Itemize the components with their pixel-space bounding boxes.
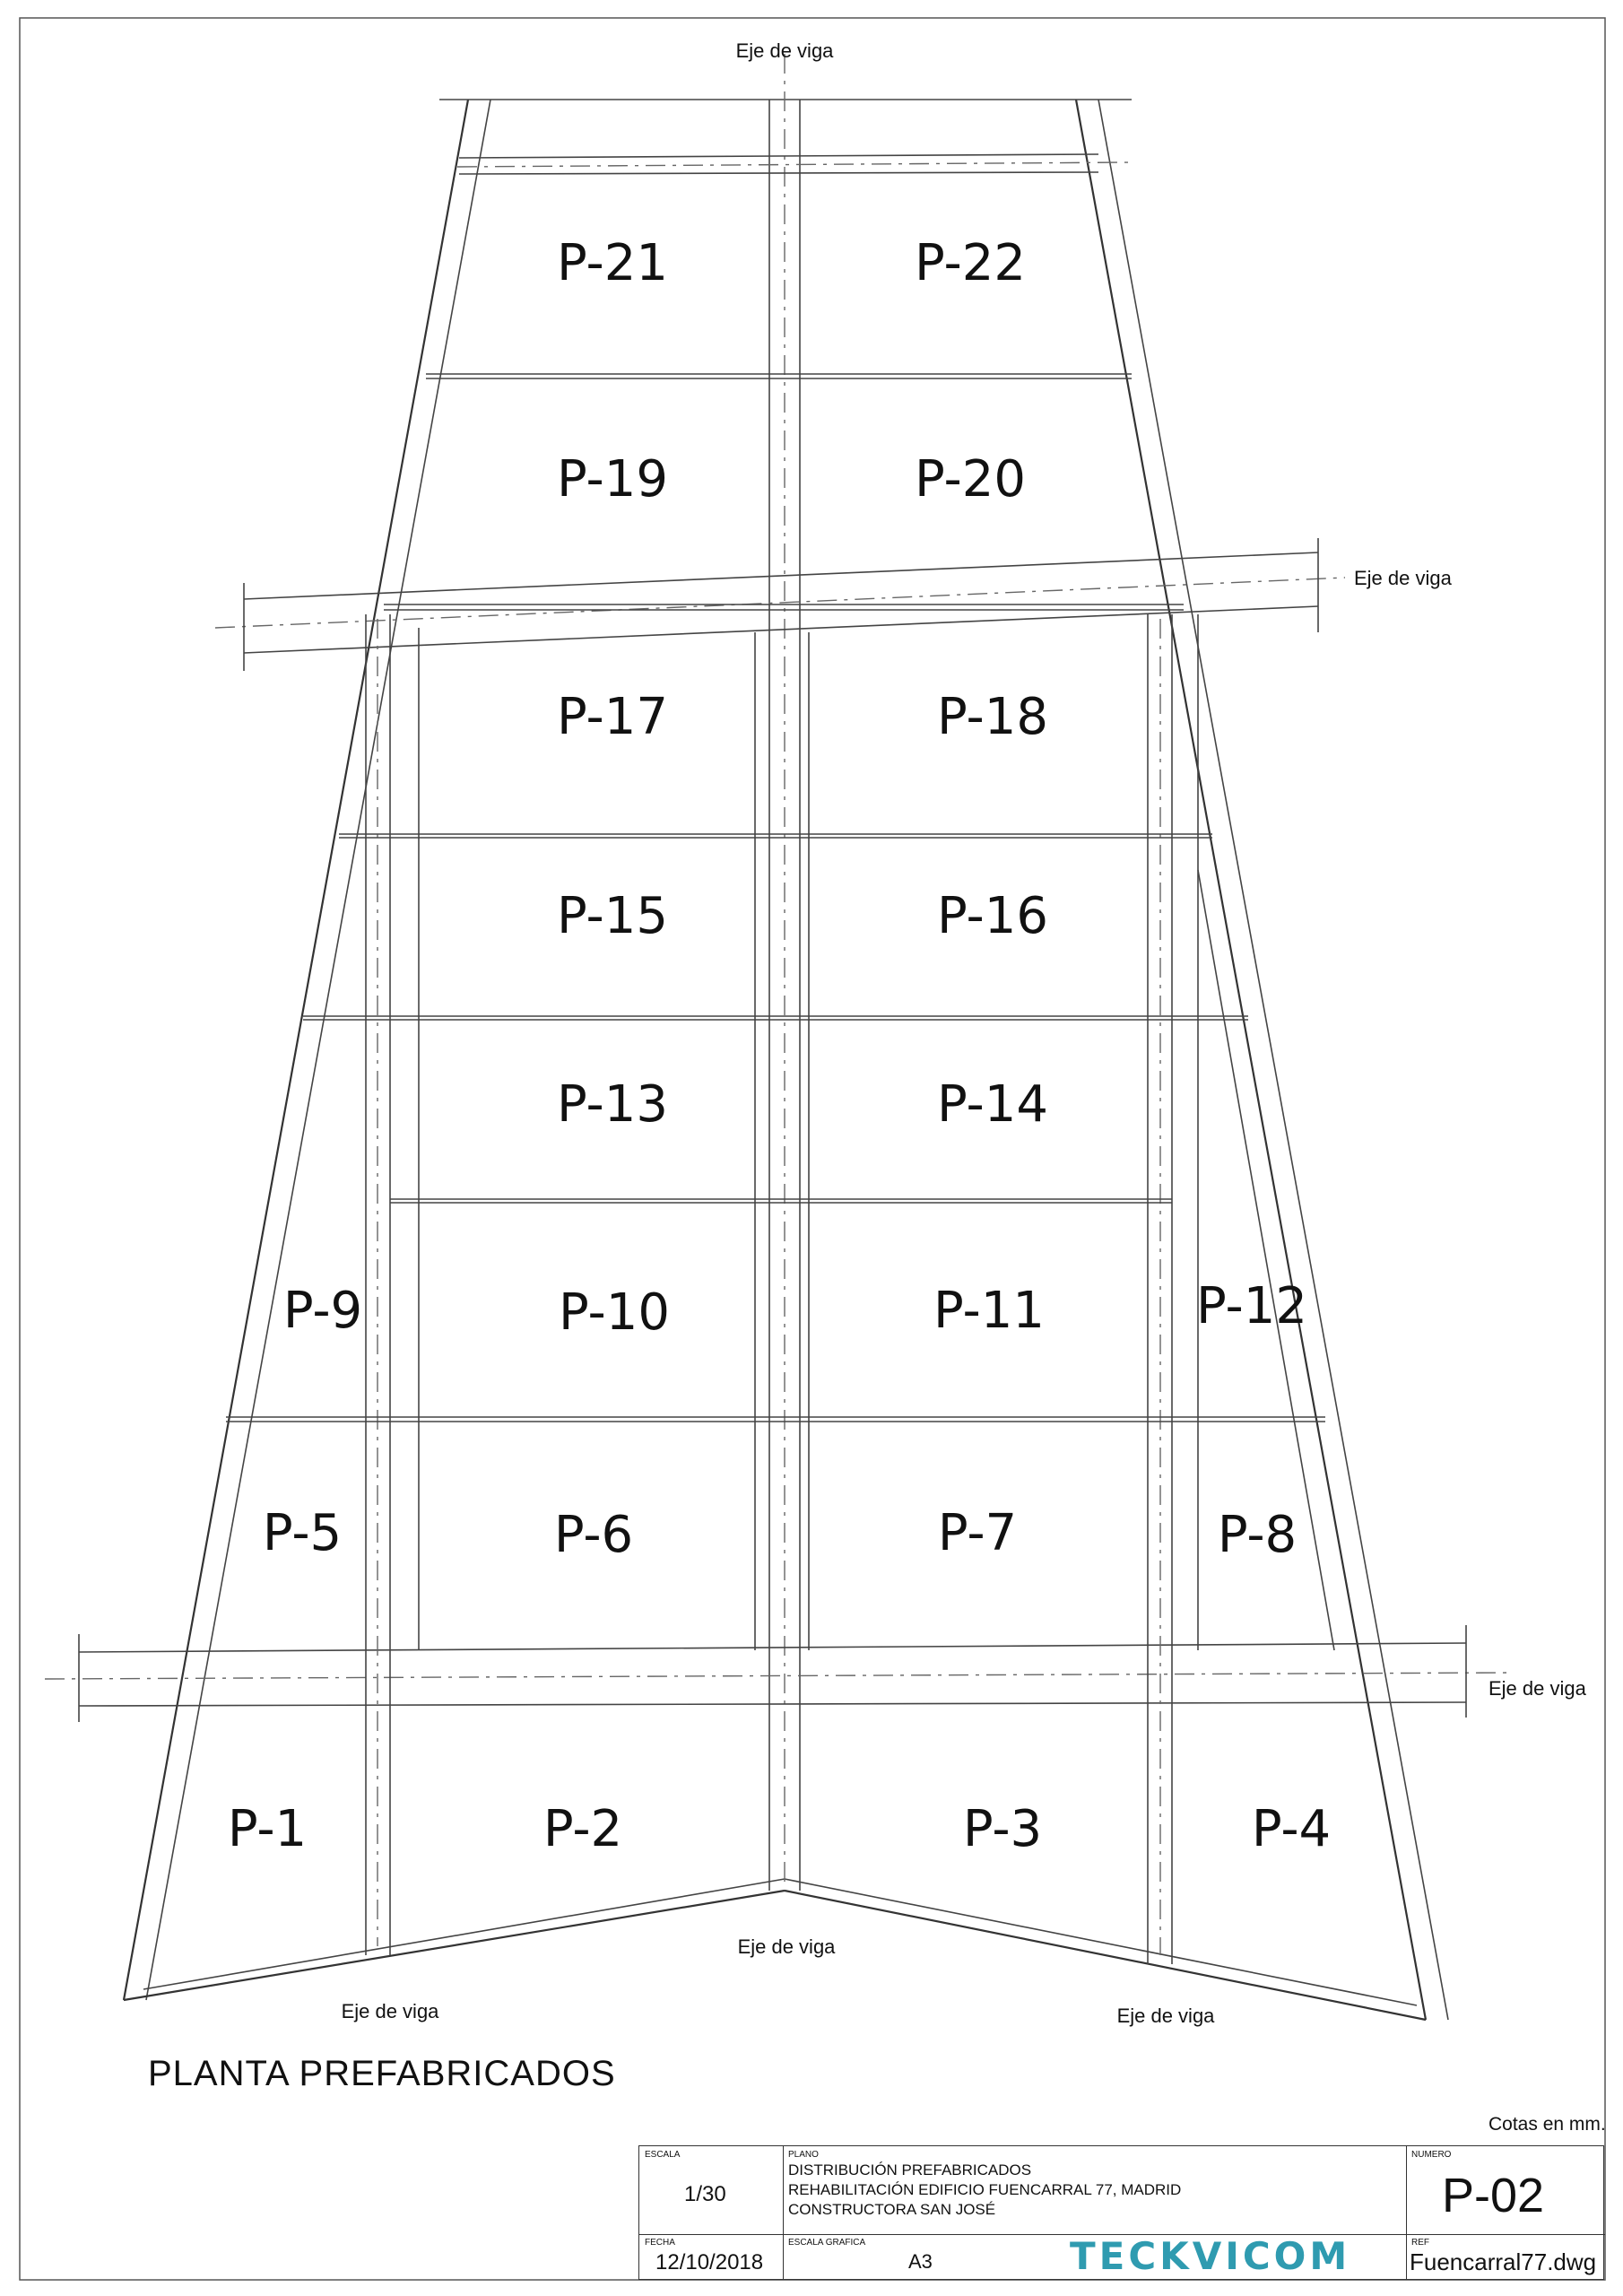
panel-label: P-20	[914, 450, 1027, 509]
panel-label: P-9	[282, 1282, 363, 1340]
plano-line-1: DISTRIBUCIÓN PREFABRICADOS	[788, 2161, 1032, 2179]
beam-top	[457, 154, 1130, 174]
panel-label: P-5	[262, 1504, 343, 1562]
escala-cell	[639, 2146, 783, 2234]
company-logo: TECKVICOM	[1070, 2234, 1351, 2278]
panel-label: P-14	[936, 1075, 1049, 1134]
lower-grid	[226, 614, 1334, 1964]
panel-label: P-6	[553, 1506, 634, 1564]
plano-caption: PLANO	[788, 2150, 819, 2160]
panel-label: P-19	[556, 450, 669, 509]
beam-axis-label-right: Eje de viga	[1488, 1677, 1586, 1700]
escala-grafica-caption: ESCALA GRAFICA	[788, 2238, 866, 2248]
plano-cell	[783, 2146, 1406, 2234]
panel-label: P-18	[936, 688, 1049, 746]
panel-label: P-7	[937, 1504, 1018, 1562]
fecha-caption: FECHA	[645, 2238, 675, 2248]
plano-line-2: REHABILITACIÓN EDIFICIO FUENCARRAL 77, MADRID	[788, 2181, 1182, 2198]
title-block	[638, 2145, 1604, 2280]
beam-axis-label-middle: Eje de viga	[1354, 567, 1452, 589]
panel-label: P-1	[227, 1800, 308, 1858]
panel-label: P-3	[962, 1800, 1043, 1858]
fecha-cell	[639, 2234, 783, 2279]
escala-value: 1/30	[684, 2182, 726, 2206]
escala-grafica-value: A3	[908, 2250, 933, 2273]
panel-label: P-16	[936, 887, 1049, 945]
panel-label: P-21	[556, 234, 669, 292]
units-note: Cotas en mm.	[1488, 2114, 1606, 2135]
escala-caption: ESCALA	[645, 2150, 681, 2160]
panel-label: P-10	[558, 1283, 671, 1342]
panel-label: P-12	[1195, 1277, 1308, 1335]
panel-label: P-2	[542, 1800, 623, 1858]
ref-cell	[1406, 2234, 1605, 2279]
beam-axis-label-center: Eje de viga	[737, 1935, 836, 1958]
ref-caption: REF	[1411, 2238, 1429, 2248]
fecha-value: 12/10/2018	[655, 2250, 764, 2274]
outer-outline	[124, 100, 1448, 2020]
drawing-title: PLANTA PREFABRICADOS	[148, 2054, 616, 2093]
central-spine	[769, 54, 800, 1891]
numero-cell	[1406, 2146, 1605, 2234]
panel-label: P-4	[1251, 1800, 1332, 1858]
escala-grafica-cell	[783, 2234, 1052, 2279]
beam-bottom	[45, 1625, 1506, 1722]
panel-label: P-13	[556, 1075, 669, 1134]
beam-axis-label-bottom-right: Eje de viga	[1116, 2005, 1215, 2027]
panel-labels	[228, 234, 1331, 1858]
panel-label: P-17	[556, 688, 669, 746]
plano-line-3: CONSTRUCTORA SAN JOSÉ	[788, 2201, 996, 2218]
ref-value: Fuencarral77.dwg	[1410, 2248, 1597, 2275]
beam-axis-label-top: Eje de viga	[735, 39, 834, 62]
upper-joints	[384, 374, 1184, 610]
beam-axis-label-left: Eje de viga	[341, 2000, 439, 2022]
panel-label: P-8	[1217, 1506, 1298, 1564]
panel-label: P-15	[556, 887, 669, 945]
numero-value: P-02	[1442, 2169, 1545, 2222]
numero-caption: NUMERO	[1411, 2150, 1452, 2160]
panel-label: P-11	[933, 1282, 1046, 1340]
panel-label: P-22	[914, 234, 1027, 292]
